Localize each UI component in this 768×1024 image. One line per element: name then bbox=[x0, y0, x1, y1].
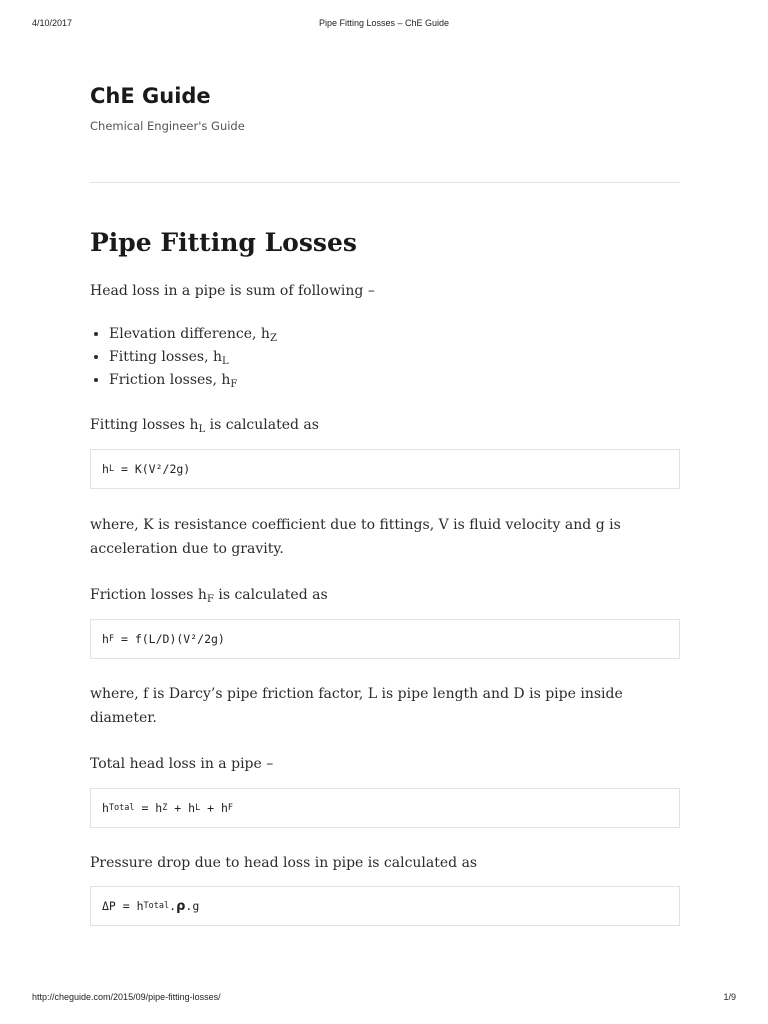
list-item: • Elevation difference, $h_Z$ bbox=[109, 323, 680, 346]
equation-pressure-drop: ΔP = h Total . ρ .g bbox=[90, 886, 680, 926]
print-page-title: Pipe Fitting Losses – ChE Guide bbox=[318, 18, 450, 28]
list-item: • Fitting losses, $h_L$ bbox=[109, 346, 680, 369]
equation-total-head-loss: h Total = h Z + h L + h F bbox=[90, 788, 680, 828]
header-divider bbox=[90, 182, 680, 183]
friction-intro: Friction losses $h_F$ is calculated as bbox=[90, 587, 328, 605]
fitting-intro: Fitting losses $h_L$ is calculated as bbox=[90, 417, 319, 435]
rho-symbol: ρ bbox=[176, 898, 186, 914]
page-title: Pipe Fitting Losses bbox=[90, 228, 357, 257]
site-description: Chemical Engineer's Guide bbox=[90, 119, 245, 133]
intro-paragraph: Head loss in a pipe is sum of following – bbox=[90, 283, 375, 299]
page-number: 1/9 bbox=[723, 992, 736, 1002]
total-intro: Total head loss in a pipe – bbox=[90, 756, 274, 772]
print-url: http://cheguide.com/2015/09/pipe-fitting-losses/ bbox=[32, 992, 221, 1002]
fitting-where-paragraph: where, K is resistance coefficient due to fittings, V is fluid velocity and g is acceleration due to gravity. bbox=[90, 517, 621, 557]
head-loss-list bbox=[90, 323, 680, 392]
print-header bbox=[0, 18, 768, 32]
equation-fitting-losses: h L = K(V²/2g) bbox=[90, 449, 680, 489]
site-title[interactable]: ChE Guide bbox=[90, 84, 211, 108]
print-footer bbox=[0, 992, 768, 1006]
print-date: 4/10/2017 bbox=[32, 18, 73, 28]
pressure-intro: Pressure drop due to head loss in pipe is calculated as bbox=[90, 855, 478, 871]
friction-where-paragraph: where, f is Darcy’s pipe friction factor, L is pipe length and D is pipe inside diameter. bbox=[90, 686, 623, 726]
list-item: • Friction losses, $h_F$ bbox=[109, 369, 680, 392]
article bbox=[90, 226, 680, 926]
equation-friction-losses: h F = f(L/D)(V²/2g) bbox=[90, 619, 680, 659]
